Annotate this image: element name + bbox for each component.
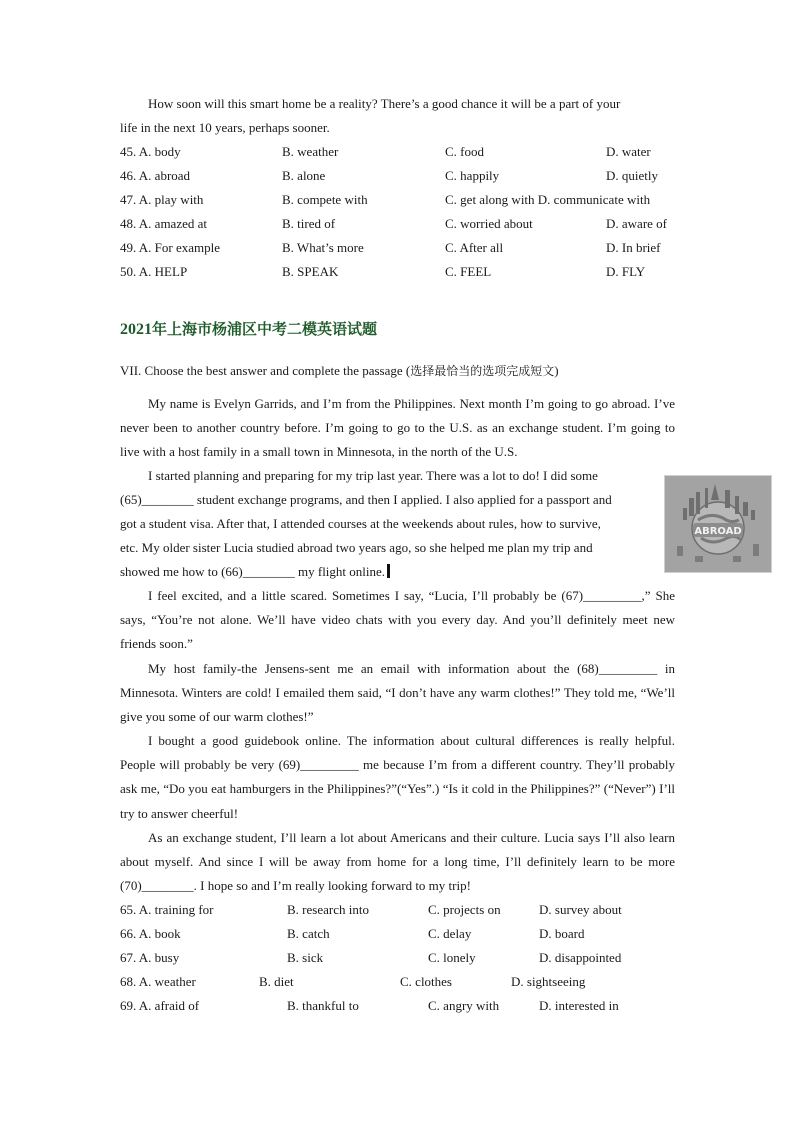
option-a: 46. A. abroad	[120, 168, 191, 183]
passage-paragraph-1: My name is Evelyn Garrids, and I’m from the Philippines. Next month I’m going to go abroad. I’ve never been to another country before. I’m going to go to the U.S. as an exchange student. I’m going to live with a host family in a small town in Minnesota, in the north of the U.S.	[120, 396, 675, 460]
option-a: 47. A. play with	[120, 192, 204, 207]
option-c: C. projects on	[428, 902, 501, 917]
option-a: 69. A. afraid of	[120, 998, 200, 1013]
instruction-end: )	[554, 363, 559, 378]
option-c: C. FEEL	[445, 264, 492, 279]
option-d: D. interested in	[539, 998, 619, 1013]
option-c: C. happily	[445, 168, 500, 183]
text-cursor	[387, 564, 390, 578]
paragraph-2-line-5	[120, 560, 655, 584]
question-66	[120, 922, 680, 946]
question-68	[120, 970, 680, 994]
paragraph-2-line-4: etc. My older sister Lucia studied abroad two years ago, so she helped me plan my trip and	[120, 540, 593, 555]
question-50	[120, 260, 680, 284]
passage-paragraph-6: As an exchange student, I’ll learn a lot about Americans and their culture. Lucia says I’ll also learn about myself. And since I will be away from home for a long time, I’ll definitely learn to be more (70)________. I hope so and I’m really looking forward to my trip!	[120, 830, 675, 894]
passage-paragraph-4: My host family-the Jensens-sent me an email with information about the (68)_________ in Minnesota. Winters are cold! I emailed them said, “I don’t have any warm clothes!” They told me, “We’ll give you some of our warm clothes!”	[120, 661, 675, 725]
heading-title: 年上海市杨浦区中考二模英语试题	[152, 320, 378, 338]
option-a: 65. A. training for	[120, 902, 214, 917]
option-c-d: C. get along with D. communicate with	[445, 192, 651, 207]
option-b: B. tired of	[282, 216, 336, 231]
option-b: B. alone	[282, 168, 326, 183]
option-c: C. delay	[428, 926, 472, 941]
question-48	[120, 212, 680, 236]
option-b: B. SPEAK	[282, 264, 339, 279]
option-d: D. survey about	[539, 902, 622, 917]
heading-year: 2021	[120, 321, 152, 338]
option-b: B. research into	[287, 902, 369, 917]
top-passage-line-2: life in the next 10 years, perhaps sooner.	[120, 120, 330, 135]
option-d: D. quietly	[606, 168, 658, 183]
option-b: B. weather	[282, 144, 339, 159]
option-d: D. sightseeing	[511, 974, 586, 989]
instruction-cn: 选择最恰当的选项完成短文	[410, 364, 555, 378]
option-b: B. sick	[287, 950, 324, 965]
question-67	[120, 946, 680, 970]
section-heading	[120, 318, 377, 339]
instruction	[120, 359, 559, 383]
top-passage-line-1: How soon will this smart home be a reality? There’s a good chance it will be a part of your	[148, 96, 621, 111]
option-a: 50. A. HELP	[120, 264, 188, 279]
option-c: C. food	[445, 144, 484, 159]
option-c: C. clothes	[400, 974, 452, 989]
paragraph-2-line-3: got a student visa. After that, I attended courses at the weekends about rules, how to survive,	[120, 516, 601, 531]
instruction-en: VII. Choose the best answer and complete the passage (	[120, 363, 411, 378]
question-69	[120, 994, 680, 1018]
paragraph-2-line-5-text: showed me how to (66)________ my flight online.	[120, 564, 386, 579]
option-d: D. water	[606, 144, 651, 159]
option-d: D. In brief	[606, 240, 661, 255]
question-49	[120, 236, 680, 260]
paragraph-2-line-2: (65)________ student exchange programs, and then I applied. I also applied for a passport and	[120, 492, 612, 507]
option-a: 49. A. For example	[120, 240, 221, 255]
option-d: D. aware of	[606, 216, 667, 231]
question-45	[120, 140, 680, 164]
passage-paragraph-5: I bought a good guidebook online. The information about cultural differences is really helpful. People will probably be very (69)_________ me because I’m from a different country. They’ll probably ask me, “Do you eat hamburgers in the Philippines?”(“Yes”.) “Is it cold in the Philippines?” (“Never”) I’ll try to answer cheerful!	[120, 733, 675, 821]
option-b: B. What’s more	[282, 240, 364, 255]
option-a: 45. A. body	[120, 144, 181, 159]
option-d: D. FLY	[606, 264, 646, 279]
passage-paragraph-3: I feel excited, and a little scared. Sometimes I say, “Lucia, I’ll probably be (67)_________,” She says, “You’re not alone. We’ll have video chats with you every day. And you’ll definitely meet new friends soon.”	[120, 588, 675, 652]
option-b: B. compete with	[282, 192, 368, 207]
option-a: 68. A. weather	[120, 974, 196, 989]
option-b: B. thankful to	[287, 998, 359, 1013]
question-46	[120, 164, 680, 188]
option-b: B. diet	[259, 974, 294, 989]
option-c: C. angry with	[428, 998, 500, 1013]
option-a: 66. A. book	[120, 926, 181, 941]
paragraph-2-line-1: I started planning and preparing for my trip last year. There was a lot to do! I did some	[148, 468, 598, 483]
abroad-globe-image	[664, 475, 772, 573]
option-c: C. After all	[445, 240, 504, 255]
option-a: 48. A. amazed at	[120, 216, 207, 231]
question-47	[120, 188, 680, 212]
option-d: D. board	[539, 926, 585, 941]
option-b: B. catch	[287, 926, 330, 941]
option-c: C. lonely	[428, 950, 476, 965]
option-a: 67. A. busy	[120, 950, 180, 965]
option-d: D. disappointed	[539, 950, 622, 965]
question-65	[120, 898, 680, 922]
photo-label: ABROAD	[694, 526, 742, 537]
globe-illustration	[665, 476, 771, 572]
option-c: C. worried about	[445, 216, 533, 231]
